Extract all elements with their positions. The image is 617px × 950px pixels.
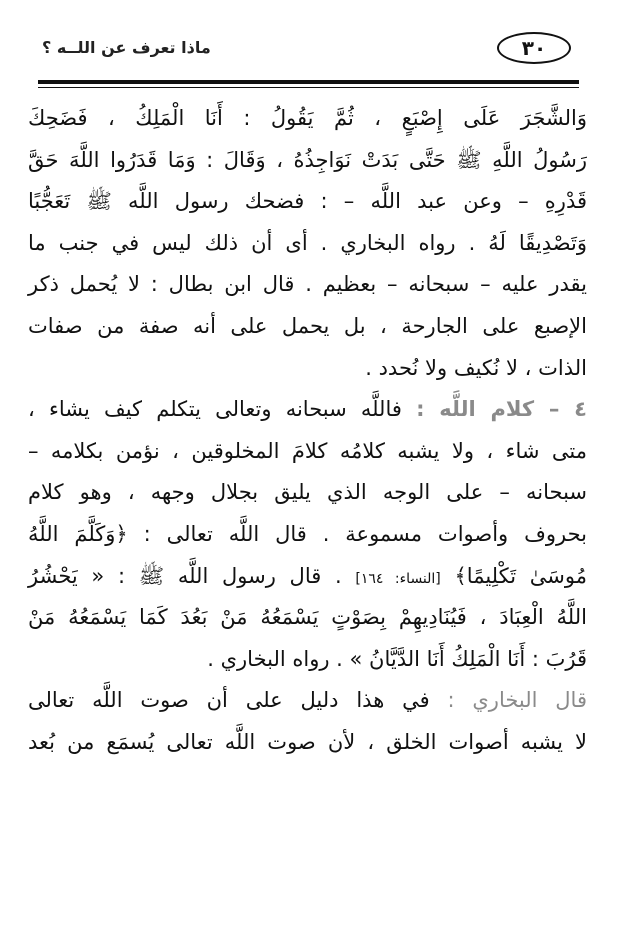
bukhari-line bbox=[28, 680, 587, 722]
bukhari-label: قال البخاري : bbox=[447, 688, 587, 713]
verse-reference: [النساء: ١٦٤] bbox=[355, 570, 441, 587]
text-line: الإصبع على الجارحة ، بل يحمل على أنه صفة من صفات bbox=[28, 313, 587, 338]
running-title: ماذا تعرف عن اللــه ؟ bbox=[42, 38, 211, 57]
text-line: اللَّهُ الْعِبَادَ ، فَيُنَادِيهِمْ بِصَوْتٍ يَسْمَعُهُ مَنْ بَعُدَ كَمَا يَسْمَعُهُ مَنْ bbox=[28, 605, 587, 630]
verse-end: مُوسَىٰ تَكْلِيمًا﴾ bbox=[454, 563, 587, 588]
text-line: بحروف وأصوات مسموعة . قال اللَّه تعالى : ﴿وَكَلَّمَ اللَّهُ bbox=[28, 521, 587, 546]
verse-after: . قال رسول اللَّه ﷺ : « يَحْشُرُ bbox=[28, 563, 342, 588]
text-line: وَالشَّجَرَ عَلَى إِصْبَعٍ ، ثُمَّ يَقُولُ : أَنَا الْمَلِكُ ، فَضَحِكَ bbox=[28, 106, 587, 130]
section-4-line bbox=[28, 389, 587, 431]
section-heading: ٤ – كلام اللَّه : bbox=[416, 397, 587, 422]
section-heading-text: فاللَّه سبحانه وتعالى يتكلم كيف يشاء ، bbox=[28, 397, 402, 422]
verse-line bbox=[28, 556, 587, 598]
text-line: الذات ، لا نُكيف ولا نُحدد . bbox=[365, 355, 587, 380]
page-header bbox=[42, 28, 571, 74]
page-number: ٣٠ bbox=[497, 32, 571, 64]
text-line: متى شاء ، ولا يشبه كلامُه كلامَ المخلوقين ، نؤمن بكلامه – bbox=[28, 438, 587, 463]
text-line: قَرُبَ : أَنَا الْمَلِكُ أَنَا الدَّيَّانُ » . رواه البخاري . bbox=[207, 646, 587, 671]
bukhari-text: في هذا دليل على أن صوت اللَّه تعالى bbox=[28, 688, 430, 713]
text-line: رَسُولُ اللَّهِ ﷺ حَتَّى بَدَتْ نَوَاجِذُهُ ، وَقَالَ : وَمَا قَدَرُوا اللَّهَ حَقَّ bbox=[28, 147, 587, 172]
text-line: وَتَصْدِيقًا لَهُ . رواه البخاري . أى أن ذلك ليس في جنب ما bbox=[28, 230, 587, 255]
body-text bbox=[28, 98, 587, 764]
text-line: سبحانه – على الوجه الذي يليق بجلال وجهه ، وهو كلام bbox=[28, 480, 587, 505]
text-line: قَدْرِهِ – وعن عبد اللَّه – : فضحك رسول اللَّه ﷺ تَعَجُّبًا bbox=[28, 189, 587, 214]
header-rule-thin bbox=[38, 87, 579, 88]
text-line: لا يشبه أصوات الخلق ، لأن صوت اللَّه تعالى يُسمَع من بُعد bbox=[28, 729, 587, 754]
text-line: يقدر عليه – سبحانه – بعظيم . قال ابن بطال : لا يُحمل ذكر bbox=[28, 272, 587, 297]
header-rule-thick bbox=[38, 80, 579, 84]
